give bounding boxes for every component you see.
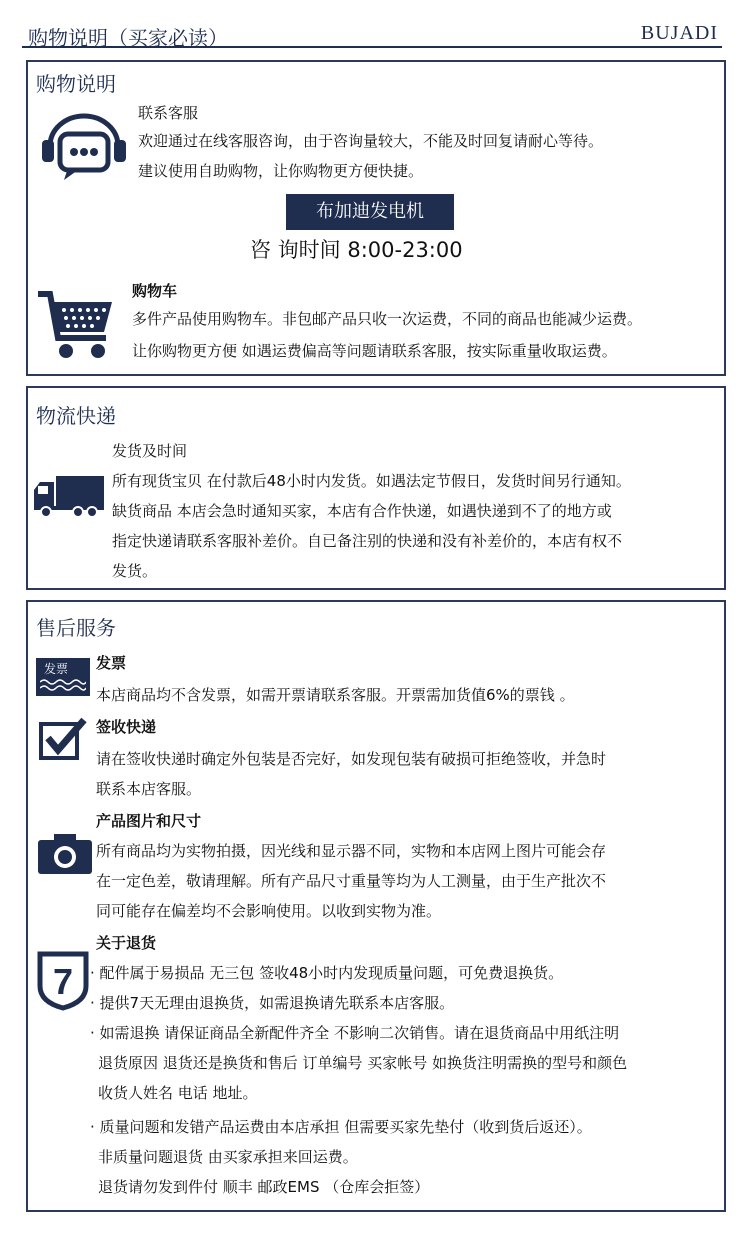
logistics-section bbox=[26, 386, 726, 590]
seven-day-return-icon bbox=[36, 950, 90, 1012]
invoice-label: 发票 bbox=[96, 654, 127, 672]
invoice-text-1: 本店商品均不含发票，如需开票请联系客服。开票需加货值6%的票钱 。 bbox=[96, 686, 575, 704]
cart-text-2: 让你购物更方便 如遇运费偏高等问题请联系客服，按实际重量收取运费。 bbox=[132, 342, 617, 360]
returns-label: 关于退货 bbox=[96, 934, 157, 952]
section-title-after-sales: 售后服务 bbox=[36, 616, 116, 640]
returns-text-7: 非质量问题退货 由买家承担来回运费。 bbox=[98, 1148, 358, 1166]
cart-text-1: 多件产品使用购物车。非包邮产品只收一次运费，不同的商品也能减少运费。 bbox=[132, 310, 643, 328]
returns-text-5: 收货人姓名 电话 地址。 bbox=[98, 1084, 258, 1102]
returns-text-8: 退货请勿发到件付 顺丰 邮政EMS （仓库会拒签） bbox=[98, 1178, 430, 1196]
sign-text-2: 联系本店客服。 bbox=[96, 780, 202, 798]
shipping-text-4: 发货。 bbox=[112, 562, 158, 580]
photo-text-3: 同可能存在偏差均不会影响使用。以收到实物为准。 bbox=[96, 902, 442, 920]
cart-label: 购物车 bbox=[132, 282, 178, 300]
returns-text-6: · 质量问题和发错产品运费由本店承担 但需要买家先垫付（收到货后返还）。 bbox=[90, 1118, 592, 1136]
shopping-guide-section bbox=[26, 60, 726, 376]
section-title-shopping: 购物说明 bbox=[36, 72, 116, 96]
customer-service-icon bbox=[38, 108, 130, 184]
shopping-cart-icon bbox=[36, 288, 116, 362]
checkmark-icon bbox=[38, 716, 88, 762]
invoice-icon bbox=[36, 658, 90, 696]
brand-name: BUJADI bbox=[640, 22, 718, 44]
photo-text-1: 所有商品均为实物拍摄，因光线和显示器不同，实物和本店网上图片可能会存 bbox=[96, 842, 607, 860]
service-label: 联系客服 bbox=[138, 104, 199, 122]
returns-text-3: · 如需退换 请保证商品全新配件齐全 不影响二次销售。请在退货商品中用纸注明 bbox=[90, 1024, 620, 1042]
photo-label: 产品图片和尺寸 bbox=[96, 812, 202, 830]
camera-icon bbox=[36, 832, 94, 876]
page-title: 购物说明（买家必读） bbox=[28, 26, 228, 50]
returns-text-4: 退货原因 退货还是换货和售后 订单编号 买家帐号 如换货注明需换的型号和颜色 bbox=[98, 1054, 628, 1072]
invoice-wave-icon bbox=[40, 678, 86, 692]
shipping-text-3: 指定快递请联系客服补差价。自已备注别的快递和没有补差价的，本店有权不 bbox=[112, 532, 623, 550]
sign-text-1: 请在签收快递时确定外包装是否完好，如发现包装有破损可拒绝签收，并急时 bbox=[96, 750, 607, 768]
shipping-text-2: 缺货商品 本店会急时通知买家，本店有合作快递，如遇快递到不了的地方或 bbox=[112, 502, 612, 520]
after-sales-section bbox=[26, 600, 726, 1212]
photo-text-2: 在一定色差，敬请理解。所有产品尺寸重量等均为人工测量，由于生产批次不 bbox=[96, 872, 607, 890]
sign-label: 签收快递 bbox=[96, 718, 157, 736]
consult-hours: 咨 询时间 8:00-23:00 bbox=[250, 238, 463, 262]
invoice-icon-text: 发票 bbox=[44, 662, 69, 676]
service-text-2: 建议使用自助购物，让你购物更方便快捷。 bbox=[138, 162, 424, 180]
returns-text-1: · 配件属于易损品 无三包 签收48小时内发现质量问题，可免费退换货。 bbox=[90, 964, 564, 982]
service-text-1: 欢迎通过在线客服咨询，由于咨询量较大，不能及时回复请耐心等待。 bbox=[138, 132, 604, 150]
return-icon-text: 7 bbox=[52, 961, 74, 1002]
shipping-label: 发货及时间 bbox=[112, 442, 188, 460]
product-banner: 布加迪发电机 bbox=[286, 194, 454, 230]
page-header bbox=[22, 14, 722, 48]
section-title-logistics: 物流快递 bbox=[36, 404, 116, 428]
returns-text-2: · 提供7天无理由退换货，如需退换请先联系本店客服。 bbox=[90, 994, 455, 1012]
shipping-text-1: 所有现货宝贝 在付款后48小时内发货。如遇法定节假日，发货时间另行通知。 bbox=[112, 472, 631, 490]
truck-icon bbox=[32, 474, 106, 518]
